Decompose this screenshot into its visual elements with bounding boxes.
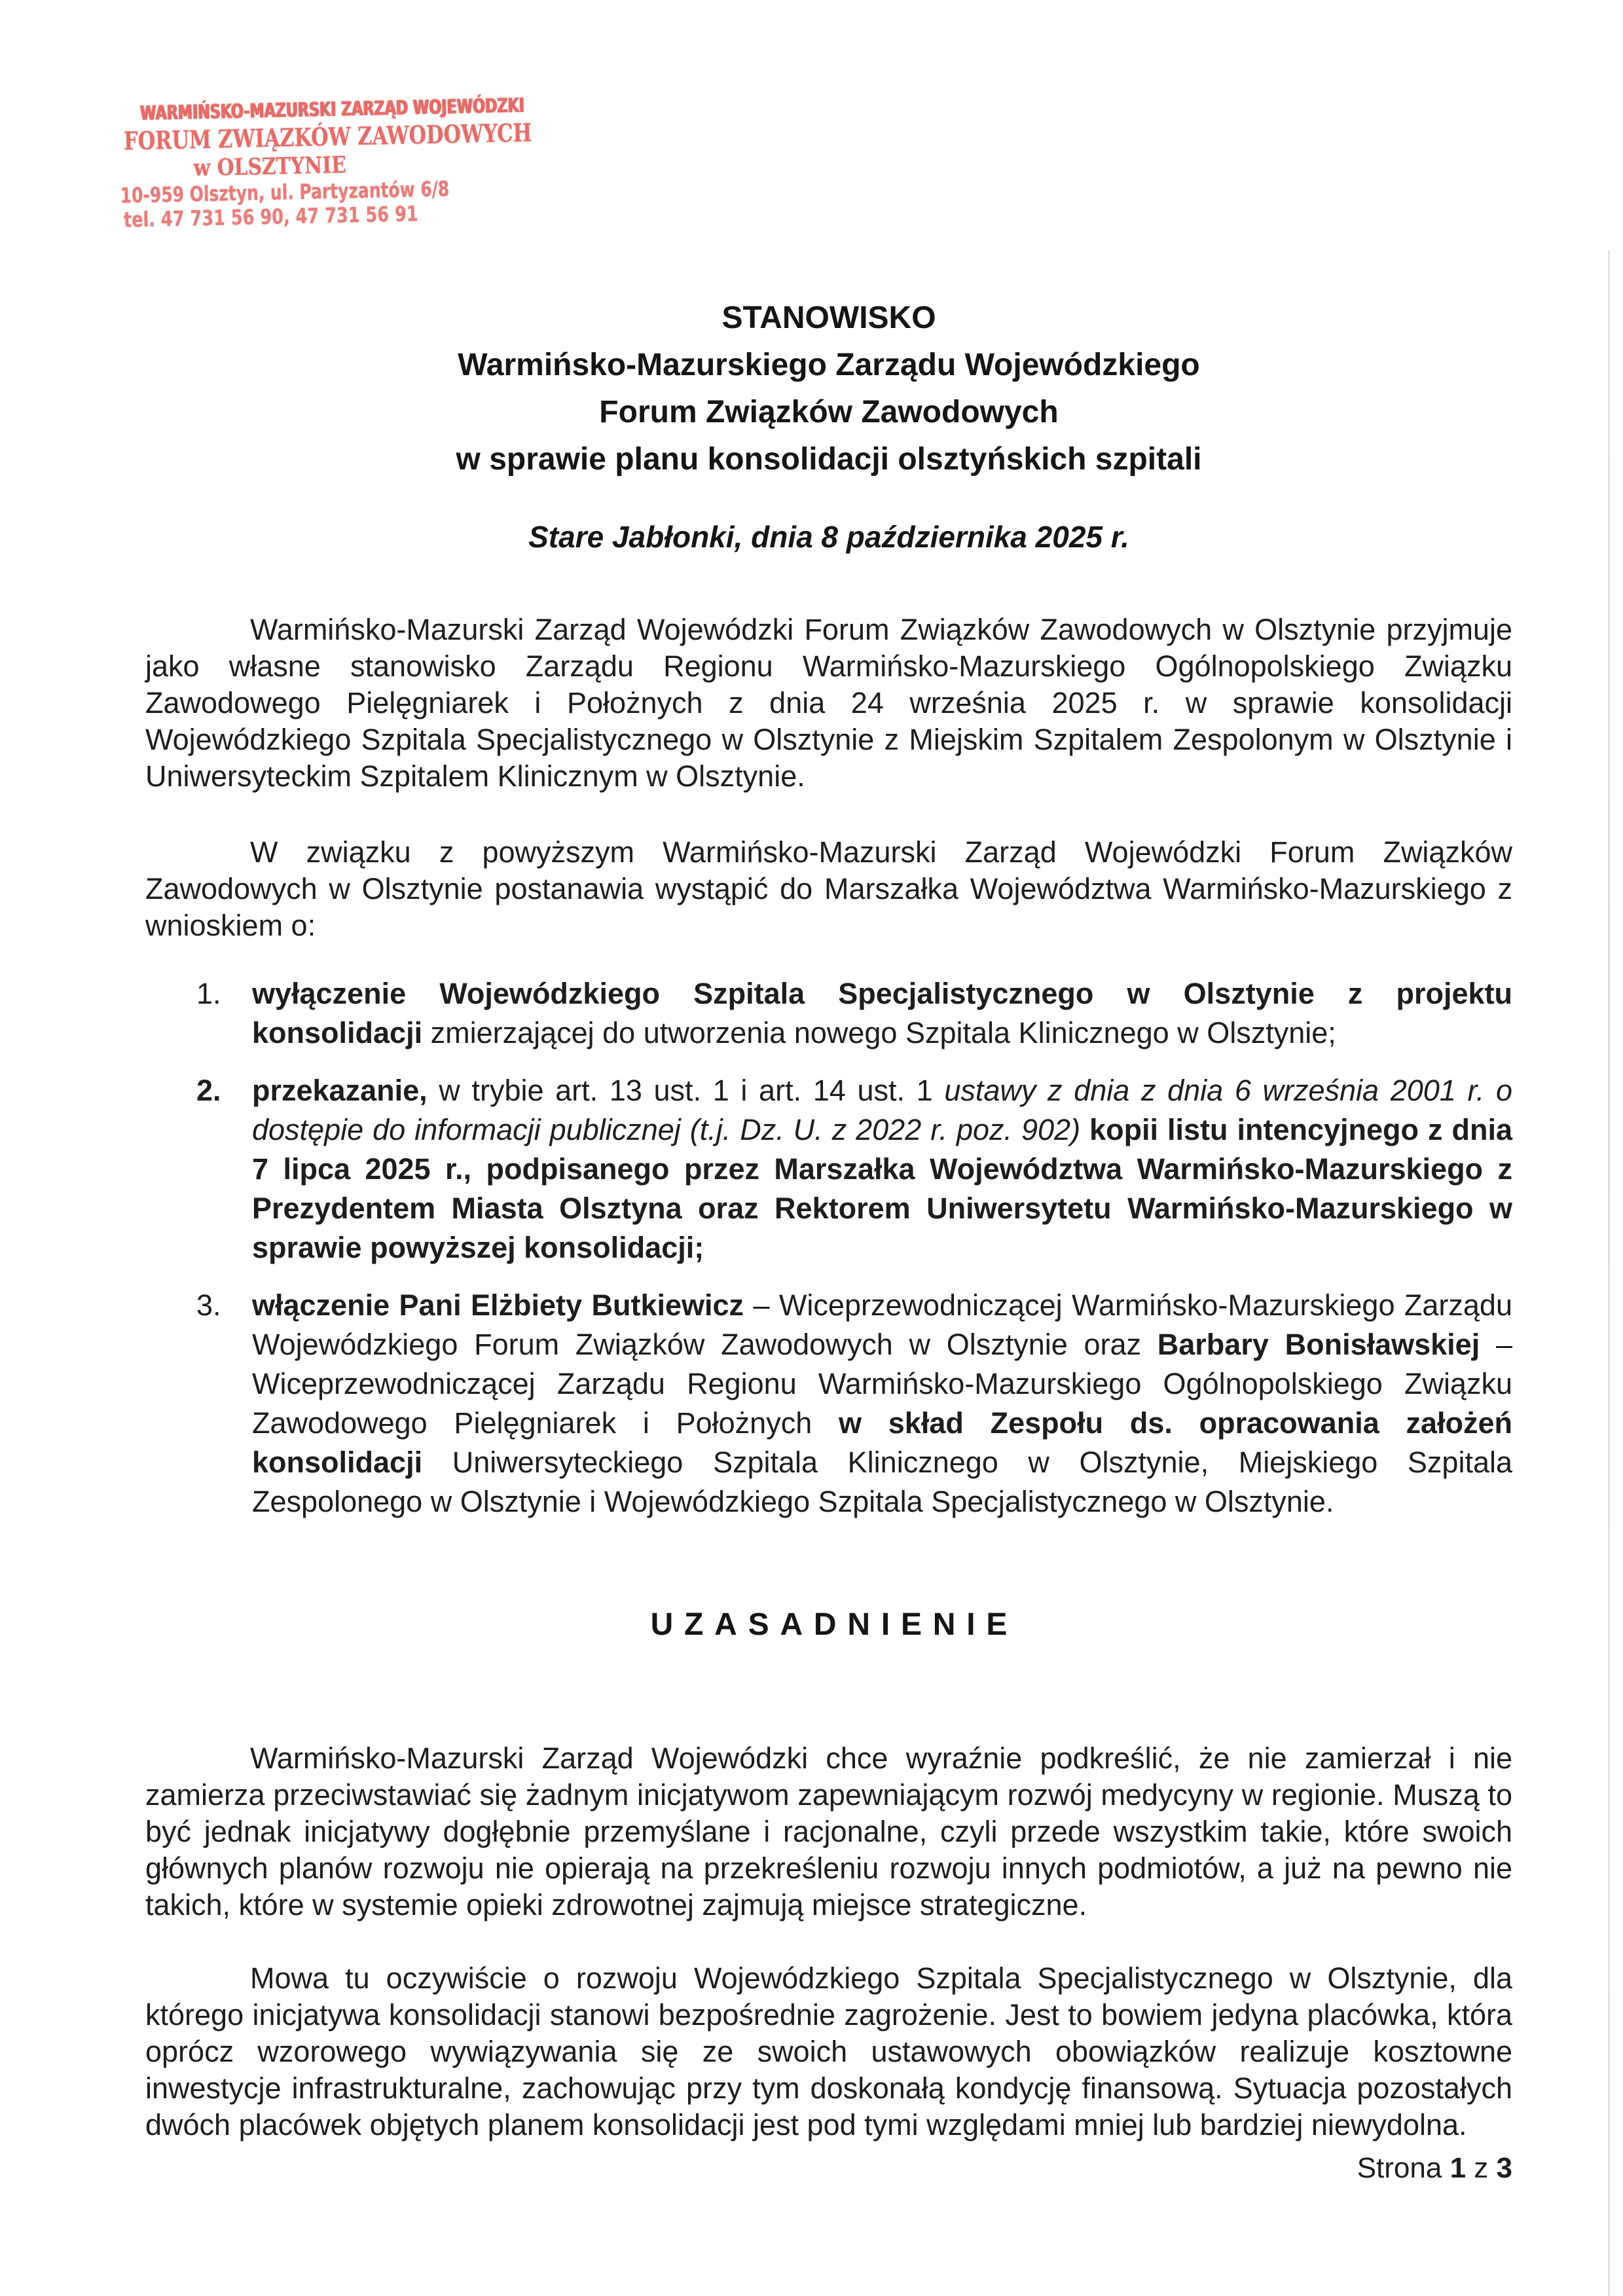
item-1-text-bold: wyłączenie Wojewódzkiego Szpitala Specjalistycznego w Olsztynie z projektu konsolidacji: [252, 977, 1512, 1049]
page-footer: [145, 2150, 1512, 2187]
scan-artifact-line: [1608, 250, 1610, 2296]
item-3-text-3: Uniwersyteckiego Szpitala Klinicznego w Olsztynie, Miejskiego Szpitala Zespolonego w Olsztynie i Wojewódzkiego Szpitala Specjalistycznego w Olsztynie.: [252, 1446, 1512, 1518]
demands-list: [145, 974, 1512, 1522]
intro-paragraph-1: Warmińsko-Mazurski Zarząd Wojewódzki Forum Związków Zawodowych w Olsztynie przyjmuje jako własne stanowisko Zarządu Regionu Warmińsko-Mazurskiego Ogólnopolskiego Związku Zawodowego Pielęgniarek i Położnych z dnia 24 września 2025 r. w sprawie konsolidacji Wojewódzkiego Szpitala Specjalistycznego w Olsztynie z Miejskim Szpitalem Zespolonym w Olsztynie i Uniwersyteckim Szpitalem Klinicznym w Olsztynie.: [145, 613, 1512, 793]
list-item-3: [145, 1286, 1512, 1522]
total-pages: 3: [1496, 2152, 1512, 2184]
justification-paragraph-2: Mowa tu oczywiście o rozwoju Wojewódzkiego Szpitala Specjalistycznego w Olsztynie, dla którego inicjatywa konsolidacji stanowi bezpośrednie zagrożenie. Jest to bowiem jedyna placówka, która oprócz wzorowego wywiązywania się ze swoich ustawowych obowiązków realizuje kosztowne inwestycje infrastrukturalne, zachowując przy tym doskonałą kondycję finansową. Sytuacja pozostałych dwóch placówek objętych planem konsolidacji jest pod tymi względami mniej lub bardziej niewydolna.: [145, 1961, 1512, 2141]
footer-separator: z: [1466, 2152, 1497, 2184]
item-1-text: zmierzającej do utworzenia nowego Szpitala Klinicznego w Olsztynie;: [422, 1016, 1336, 1049]
stamp-line-address: 10-959 Olsztyn, ul. Partyzantów 6/8: [120, 176, 450, 208]
item-3-text-bold-2: Barbary Bonisławskiej: [1157, 1328, 1480, 1361]
title-line-3: Forum Związków Zawodowych: [599, 395, 1059, 429]
title-line-2: Warmińsko-Mazurskiego Zarządu Wojewódzkiego: [458, 348, 1200, 382]
item-2-number: 2.: [196, 1074, 221, 1107]
item-3-text: – Wiceprzewodniczącej Warmińsko-Mazurskiego Zarządu Wojewódzkiego Forum Związków Zawodowych w Olsztynie oraz: [252, 1288, 1512, 1361]
item-3-text-bold-3: w skład Zespołu ds. opracowania założeń konsolidacji: [252, 1406, 1513, 1479]
item-2-text-italic: ustawy z dnia z dnia 6 września 2001 r. o dostępie do informacji publicznej (t.j. Dz. U. z 2022 r. poz. 902): [252, 1074, 1512, 1146]
title-line-1: STANOWISKO: [721, 301, 936, 335]
item-3-text-2: – Wiceprzewodniczącej Zarządu Regionu Warmińsko-Mazurskiego Ogólnopolskiego Związku Zawodowego Pielęgniarek i Położnych: [252, 1328, 1512, 1440]
item-3-number: 3.: [196, 1288, 221, 1322]
item-2-text-bold-2: kopii listu intencyjnego z dnia 7 lipca 2025 r., podpisanego przez Marszałka Województwa Warmińsko-Mazurskiego z Prezydentem Miasta Olsztyna oraz Rektorem Uniwersytetu Warmińsko-Mazurskiego w sprawie powyższej konsolidacji;: [252, 1113, 1512, 1264]
stamp-line-org-name: FORUM ZWIĄZKÓW ZAWODOWYCH: [123, 117, 532, 156]
org-stamp: [72, 94, 532, 234]
justification-paragraph-1: Warmińsko-Mazurski Zarząd Wojewódzki chce wyraźnie podkreślić, że nie zamierzał i nie zamierza przeciwstawiać się żadnym inicjatywom zapewniającym rozwój medycyny w regionie. Muszą to być jednak inicjatywy dogłębnie przemyślane i racjonalne, czyli przede wszystkim takie, które swoich głównych planów rozwoju nie opierają na przekreśleniu rozwoju innych podmiotów, a już na pewno nie takich, które w systemie opieki zdrowotnej zajmują miejsce strategiczne.: [145, 1741, 1512, 1922]
list-item-2: [145, 1071, 1512, 1267]
item-1-number: 1.: [196, 977, 221, 1010]
stamp-line-org-region: WARMIŃSKO-MAZURSKI ZARZĄD WOJEWÓDZKI: [139, 94, 524, 126]
page-number: 1: [1450, 2152, 1467, 2184]
intro-paragraph-2: W związku z powyższym Warmińsko-Mazurski Zarząd Wojewódzki Forum Związków Zawodowych w Olsztynie postanawia wystąpić do Marszałka Województwa Warmińsko-Mazurskiego z wnioskiem o:: [145, 835, 1512, 942]
title-line-4: w sprawie planu konsolidacji olsztyńskich szpitali: [456, 442, 1202, 477]
list-item-1: [145, 974, 1512, 1053]
stamp-line-phone: tel. 47 731 56 90, 47 731 56 91: [123, 201, 418, 232]
footer-label: Strona: [1357, 2152, 1450, 2184]
item-2-text-bold: przekazanie,: [252, 1074, 428, 1107]
item-2-text: w trybie art. 13 ust. 1 i art. 14 ust. 1: [427, 1074, 945, 1107]
uzasadnienie-heading: UZASADNIENIE: [650, 1607, 1019, 1642]
place-date-line: Stare Jabłonki, dnia 8 października 2025 r.: [528, 520, 1129, 554]
document-title: [145, 295, 1512, 483]
item-3-text-bold: włączenie Pani Elżbiety Butkiewicz: [252, 1288, 744, 1322]
stamp-line-city: w OLSZTYNIE: [193, 151, 347, 182]
